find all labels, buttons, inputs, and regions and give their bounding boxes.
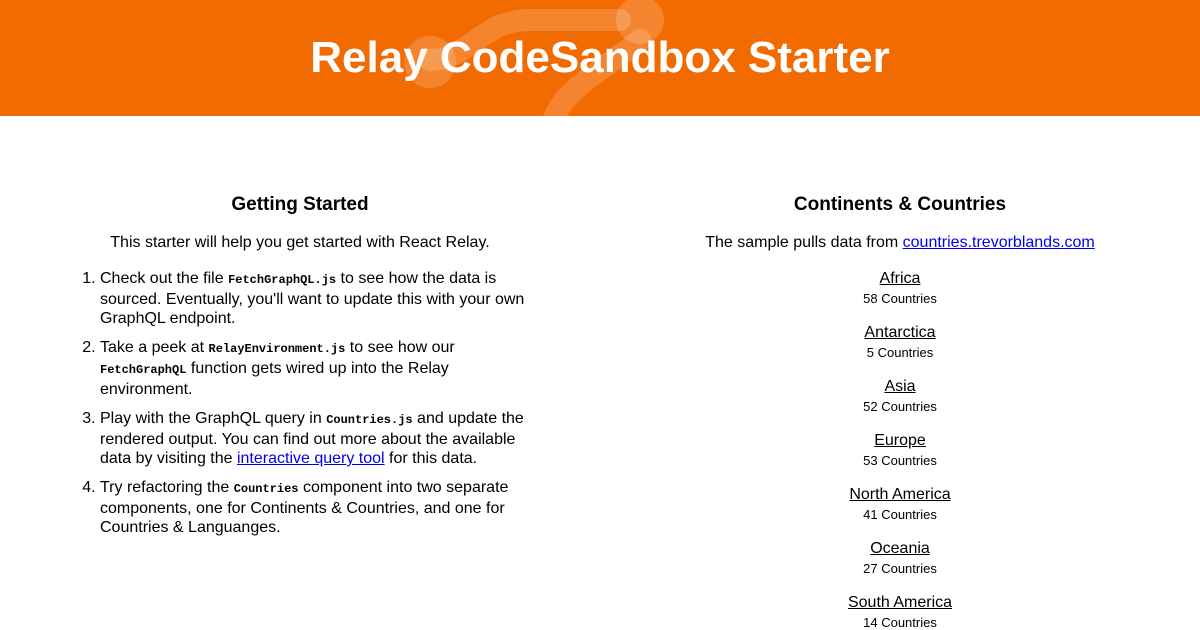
continent-link-south-america[interactable]: South America (847, 594, 953, 611)
header-banner (0, 0, 1200, 116)
country-count: 5 Countries (866, 345, 934, 360)
getting-started-section (60, 193, 540, 547)
intro-text: The sample pulls data from (705, 234, 903, 251)
file-name-code: RelayEnvironment.js (208, 342, 346, 356)
step-text: function gets wired up into the Relay environment. (100, 360, 449, 398)
component-name-code: Countries (233, 482, 299, 496)
page-title: Relay CodeSandbox Starter (310, 33, 890, 82)
country-count: 52 Countries (863, 399, 937, 414)
list-item (660, 431, 1140, 485)
continent-link-north-america[interactable]: North America (849, 486, 951, 503)
step-item (100, 478, 540, 537)
list-item (660, 539, 1140, 593)
step-text: and update the rendered output. You can find out more about the available data by visiting the (100, 410, 524, 467)
list-item (660, 323, 1140, 377)
getting-started-heading: Getting Started (231, 194, 369, 215)
steps-list (60, 269, 540, 537)
country-count: 58 Countries (863, 291, 937, 306)
file-name-code: Countries.js (326, 413, 413, 427)
continent-link-africa[interactable]: Africa (879, 270, 921, 287)
step-text: Play with the GraphQL query in (100, 410, 327, 427)
getting-started-intro: This starter will help you get started with React Relay. (110, 234, 490, 251)
function-name-code: FetchGraphQL (100, 363, 187, 377)
continent-link-oceania[interactable]: Oceania (870, 540, 930, 557)
list-item (660, 593, 1140, 630)
step-item (100, 409, 540, 468)
list-item (660, 269, 1140, 323)
continent-list (660, 269, 1140, 630)
country-count: 41 Countries (863, 507, 937, 522)
country-count: 14 Countries (863, 615, 937, 630)
file-name-code: FetchGraphQL.js (228, 273, 337, 287)
continents-section (660, 193, 1140, 630)
step-text: to see how the data is sourced. Eventually, you'll want to update this with your own GraphQL endpoint. (100, 270, 525, 327)
step-text: for this data. (384, 450, 478, 467)
continents-intro (660, 233, 1140, 253)
country-count: 53 Countries (863, 453, 937, 468)
step-item (100, 338, 540, 399)
list-item (660, 485, 1140, 539)
step-text: to see how our (345, 339, 455, 356)
continent-link-asia[interactable]: Asia (884, 378, 916, 395)
step-text: Take a peek at (100, 339, 209, 356)
step-text: Check out the file (100, 270, 229, 287)
countries-api-link[interactable]: countries.trevorblands.com (902, 234, 1095, 251)
continents-heading: Continents & Countries (793, 194, 1007, 215)
continent-link-europe[interactable]: Europe (874, 432, 926, 449)
step-text: Try refactoring the (100, 479, 234, 496)
interactive-query-tool-link[interactable]: interactive query tool (236, 450, 385, 467)
list-item (660, 377, 1140, 431)
step-text: component into two separate components, one for Continents & Countries, and one for Countries & Languanges. (100, 479, 509, 536)
country-count: 27 Countries (863, 561, 937, 576)
step-item (100, 269, 540, 328)
continent-link-antarctica[interactable]: Antarctica (864, 324, 936, 341)
